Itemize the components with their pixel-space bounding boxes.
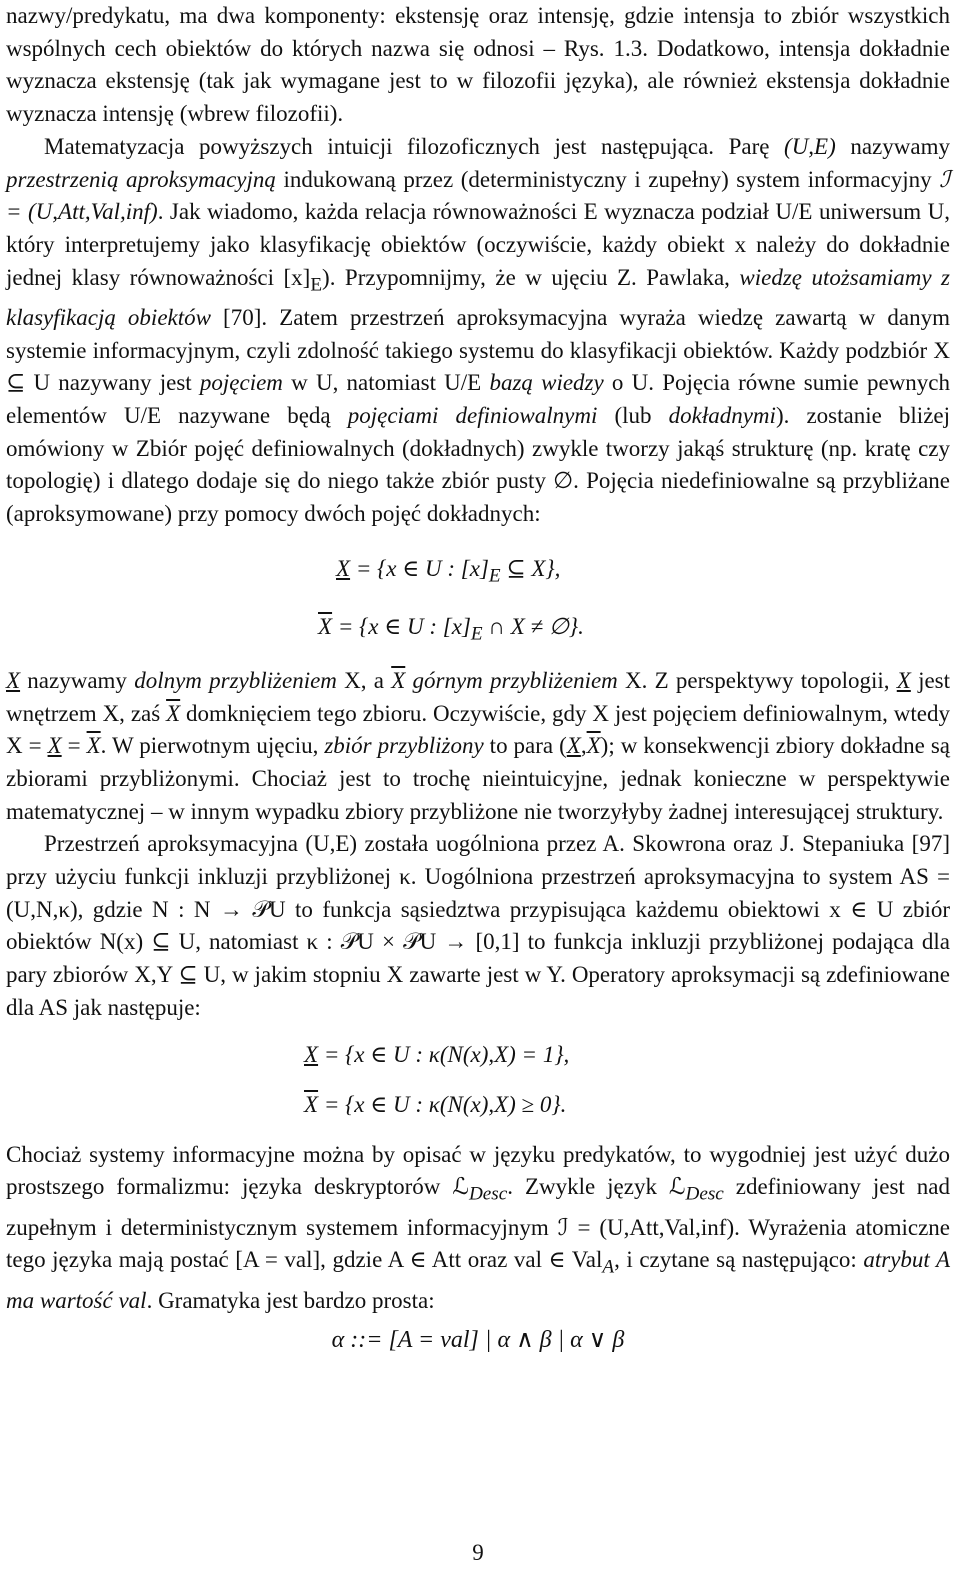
term-concept: pojęciem [199,370,283,396]
p2-text-j: ). zostanie bliżej omówiony w Zbiór pojęć definiowalnych (dokładnych) zwykle tworzy jakąś strukturę (np. kratę czy topologię) i dlatego dodaje się do niego także zbiór pusty ∅. Pojęcia niedefiniowalne są przybliżane (aproksymowane) przy pomocy dwóch pojęć dokładnych: [6,403,950,527]
p5-sub-a: A [602,1256,615,1278]
p3-text-d: X. Z perspektywy topologii, [617,667,897,693]
paragraph-5 [6,1139,950,1318]
p5-text-b: . Zwykle język ℒ [507,1174,686,1200]
paragraph-2 [6,131,950,531]
paragraph-3 [6,665,950,829]
equation-block-1 [6,553,950,665]
equation-generalized-upper [304,1089,566,1121]
eq1-upper-sub: E [470,623,483,645]
eq2-lower-lhs: X [304,1041,319,1067]
p2-pair: (U,E) [784,133,836,159]
p5-text-e: . Gramatyka jest bardzo prosta: [146,1287,435,1313]
term-exact: dokładnymi [668,403,776,429]
p3-x4: $\overline{X}$ [166,700,181,726]
p2-text-i: (lub [597,403,669,429]
grammar-rule [6,1325,950,1354]
term-rough-set: zbiór przybliżony [324,733,484,759]
p2-text-b: nazywamy [835,133,950,159]
p3-text-h: . W pierwotnym ujęciu, [100,733,325,759]
term-knowledge: wiedzę utożsamiamy z klasyfikacją obiektów [6,264,950,330]
eq1-lower-lhs: X [336,555,351,581]
equation-lower-approximation [336,553,560,593]
p2-sub-e: E [310,274,323,296]
p2-text-f: [70]. Zatem przestrzeń aproksymacyjna wyraża wiedzę zawartą w danym systemie informacyjnym, czyli zdolność takiego systemu do klasyfikacji obiektów. Każdy podzbiór X ⊆ U nazywany jest [6,304,950,396]
term-lower-approximation: dolnym przybliżeniem [134,667,337,693]
equation-block-2 [6,1039,950,1139]
eq1-upper-lhs: $\overline{X}$ [318,613,333,639]
p3-x3: X [896,667,911,693]
p2-text-e: ). Przypomnijmy, że w ujęciu Z. Pawlaka, [322,264,740,290]
p3-text-e: jest wnętrzem X, zaś [6,667,951,726]
eq1-lower-rhs: = {x ∈ U : [x] [350,555,489,581]
p4-text: Przestrzeń aproksymacyjna (U,E) została uogólniona przez A. Skowrona oraz J. Stepaniuka [97] przy użyciu funkcji inkluzji przybliżonej κ. Uogólniona przestrzeń aproksymacyjna to system AS = (U,N,κ), gdzie N : N → 𝒫U to funkcja sąsiedztwa przypisująca każdemu obiektowi x ∈ U zbiór obiektów N(x) ⊆ U, natomiast κ : 𝒫U × 𝒫U → [0,1] to funkcja inkluzji przybliżonej podająca dla pary zbiorów X,Y ⊆ U, w jakim stopniu X zawarte jest w Y. Operatory aproksymacji są zdefiniowane dla AS jak następuje: [6,831,950,1020]
eq2-upper-rhs: = {x ∈ U : κ(N(x),X) ≥ 0}. [318,1091,567,1117]
p2-text-c: indukowaną przez (deterministyczny i zupełny) system informacyjny [275,166,940,192]
document-page [6,0,951,1565]
p2-text-g: w U, natomiast U/E [282,370,490,396]
p3-text-a: nazywamy [20,667,135,693]
p3-x2: $\overline{X}$ [391,667,406,693]
p3-x6: $\overline{X}$ [86,733,101,759]
eq2-lower-rhs: = {x ∈ U : κ(N(x),X) = 1}, [318,1041,570,1067]
p3-text-c [405,668,412,693]
p3-text-f: domknięciem tego zbioru. Oczywiście, gdy X jest pojęciem definiowalnym, wtedy X = [6,700,950,759]
p3-text-j: , [580,733,587,759]
p5-text-c: zdefiniowany jest nad zupełnym i deterministycznym systemem informacyjnym ℐ = (U,Att,Val,inf). Wyrażenia atomiczne tego języka mają postać [A = val], gdzie A ∈ Att oraz val ∈ Val [6,1174,950,1273]
p2-text-h: o U. Pojęcia równe sumie pewnych elementów U/E nazywane będą [6,370,950,429]
term-knowledge-base: bazą wiedzy [489,370,604,396]
p3-x8: $\overline{X}$ [586,733,601,759]
p5-sub-desc-1: Desc [468,1183,508,1205]
eq1-lower-sub: E [488,565,501,587]
term-upper-approximation: górnym przybliżeniem [412,667,618,693]
p2-text-d: . Jak wiadomo, każda relacja równoważności E wyznacza podział U/E uniwersum U, który interpretujemy jako klasyfikację obiektów (oczywiście, każdy obiekt x należy do dokładnie jednej klasy równoważności [x] [6,199,950,290]
eq1-lower-end: ⊆ X}, [500,555,561,581]
p3-x5: X [47,733,62,759]
grammar-text: α ::= [A = val] | α ∧ β | α ∨ β [331,1327,625,1354]
equation-upper-approximation [318,611,584,651]
paragraph-1 [6,0,950,131]
p2-info-system: ℐ = (U,Att,Val,inf) [6,166,950,225]
paragraph-1-text: nazwy/predykatu, ma dwa komponenty: ekstensję oraz intensję, gdzie intensja to zbiór wszystkich wspólnych cech obiektów do których nazwa się odnosi – Rys. 1.3. Dodatkowo, intensja dokładnie wyznacza ekstensję (tak jak wymagane jest to w filozofii języka), ale również ekstensja dokładnie wyznacza intensję (wbrew filozofii). [6,3,950,127]
eq1-upper-end: ∩ X ≠ ∅}. [482,613,584,639]
p3-text-i: to para ( [483,733,567,759]
paragraph-4 [6,828,950,1024]
p5-text-d: , i czytane są następująco: [614,1247,864,1273]
term-approximation-space: przestrzenią aproksymacyjną [6,166,276,192]
eq2-upper-lhs: $\overline{X}$ [304,1091,319,1117]
page-number: 9 [472,1540,484,1565]
p3-text-g: = [61,733,87,759]
eq1-upper-rhs: = {x ∈ U : [x] [332,613,471,639]
p3-text-k: ); w konsekwencji zbiory dokładne są zbiorami przybliżonymi. Chociaż jest to trochę nieintuicyjne, jednak konieczne w perspektywie matematycznej – w innym wypadku zbiory przybliżone nie tworzyłyby żadnej interesującej struktury. [6,733,950,824]
p3-x7: X [566,733,581,759]
p2-text-a: Matematyzacja powyższych intuicji filozoficznych jest następująca. Parę [44,133,785,159]
equation-generalized-lower [304,1039,569,1071]
p5-text-a: Chociaż systemy informacyjne można by opisać w języku predykatów, to wygodniej jest użyć dużo prostszego formalizmu: języka deskryptorów ℒ [6,1141,950,1200]
term-attribute-value: atrybut A ma wartość val [6,1247,950,1313]
term-definable-concepts: pojęciami definiowalnymi [347,403,598,429]
p3-text-b: X, a [336,667,392,693]
p5-sub-desc-2: Desc [685,1183,724,1205]
p3-x1: X [6,667,21,693]
